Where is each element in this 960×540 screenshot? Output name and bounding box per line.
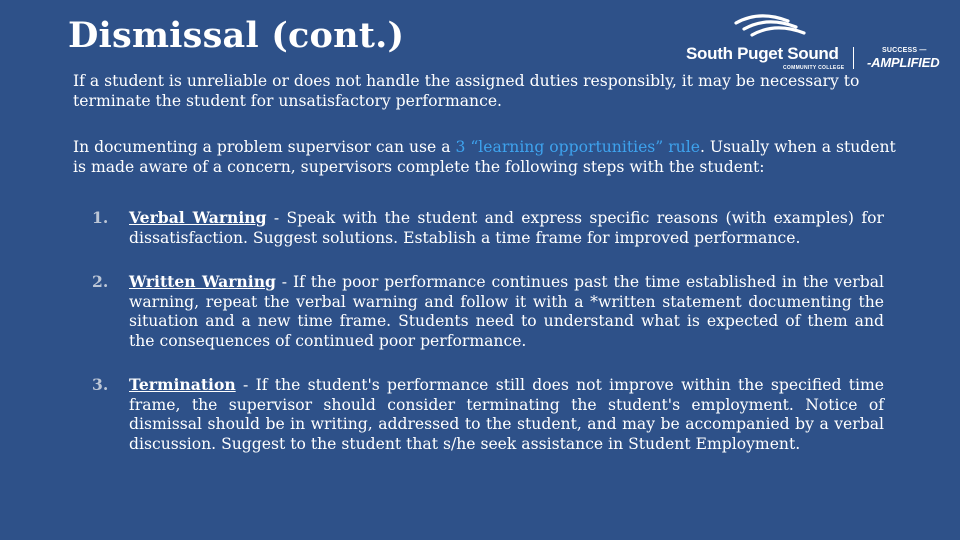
step-number: 1. (92, 208, 109, 227)
step-text: If the student's performance still does not improve within the specified time frame, the supervisor should consider terminating the student's employment. Notice of dismissal should be in writing, addressed to the student, and may be accompanied by a verbal discussion. Suggest to the student that s/he seek assistance in Student Employment. (129, 376, 884, 453)
logo-college-subtitle: COMMUNITY COLLEGE (783, 65, 845, 71)
waves-logo-icon (730, 14, 810, 42)
step-number: 3. (92, 375, 109, 394)
intro-p2-start: In documenting a problem supervisor can use a (73, 138, 456, 156)
step-term: Written Warning (129, 272, 276, 291)
logo-tag-success: SUCCESS — (882, 47, 927, 54)
learning-opportunities-highlight: 3 “learning opportunities” rule (455, 138, 700, 156)
intro-p2-end: . Usually when a student is made aware of a concern, supervisors complete the following steps with the student: (73, 138, 896, 176)
step-termination (92, 375, 884, 454)
intro-paragraph-1: If a student is unreliable or does not handle the assigned duties responsibly, it may be necessary to terminate the student for unsatisfactory performance. (73, 72, 860, 110)
dismissal-steps-list (92, 208, 884, 454)
step-separator: - (235, 376, 256, 394)
step-verbal-warning (92, 208, 884, 248)
step-number: 2. (92, 272, 109, 291)
step-text: If the poor performance continues past the time established in the verbal warning, repeat the verbal warning and follow it with a *written statement documenting the situation and a new time frame. Students need to understand what is expected of them and the consequences of continued poor performance. (129, 273, 884, 350)
step-separator: - (275, 273, 293, 291)
college-logo (686, 14, 940, 74)
step-term: Termination (129, 375, 236, 394)
logo-divider (853, 47, 854, 69)
intro-paragraph-2 (73, 138, 903, 177)
slide-title: Dismissal (cont.) (68, 15, 405, 56)
logo-college-name: South Puget Sound (686, 44, 839, 63)
logo-tag-amplified: -AMPLIFIED (867, 55, 940, 70)
step-written-warning (92, 272, 884, 351)
step-term: Verbal Warning (129, 208, 267, 227)
step-separator: - (266, 209, 287, 227)
step-text: Speak with the student and express specific reasons (with examples) for dissatisfaction. Suggest solutions. Establish a time frame for improved performance. (129, 209, 884, 247)
